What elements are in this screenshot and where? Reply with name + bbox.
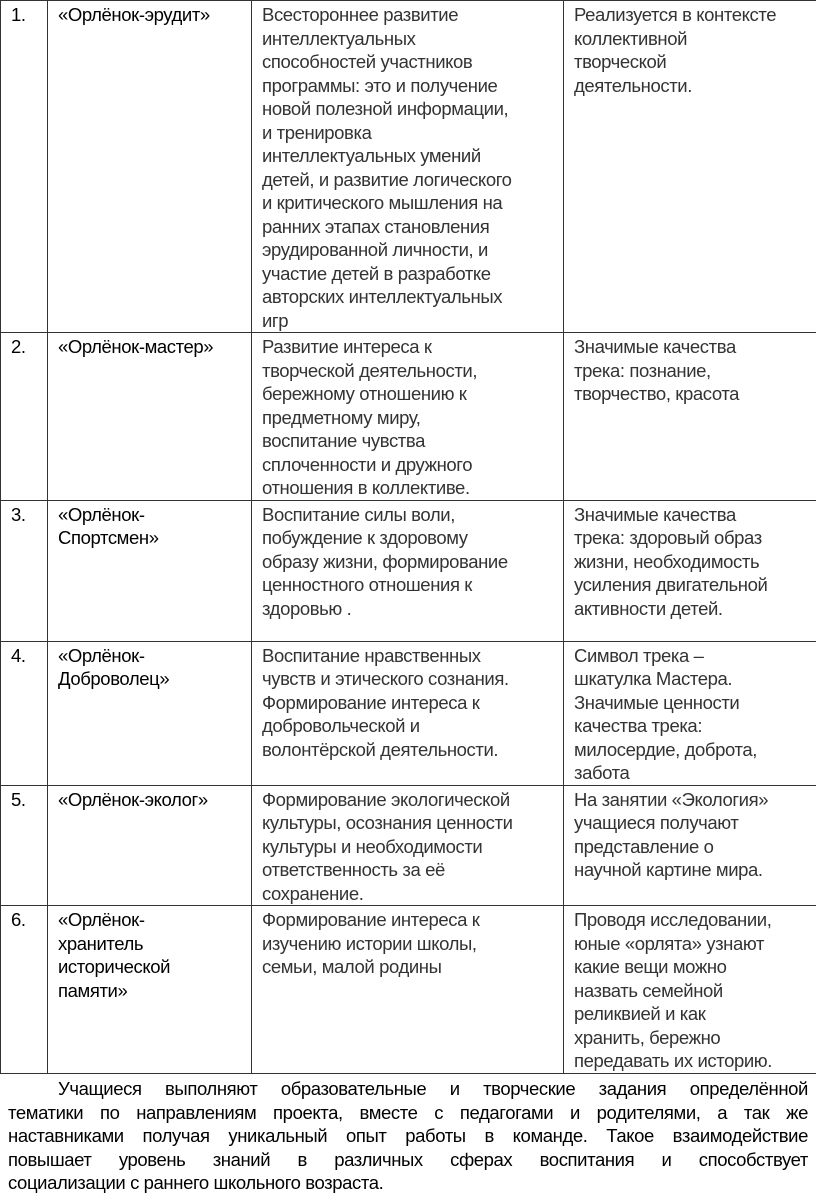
track-goal-line: чувств и этического сознания.	[262, 668, 509, 689]
track-goal-line: способностей участников	[262, 51, 473, 72]
track-note	[564, 500, 816, 641]
paragraph-line: повышает уровень знаний в различных сферах воспитания и способствует	[8, 1148, 808, 1170]
track-name	[48, 641, 252, 785]
track-name-line: исторической	[58, 956, 171, 977]
summary-paragraph	[8, 1077, 808, 1195]
track-note-line: юные «орлята» узнают	[574, 932, 765, 954]
track-goal-line: добровольческой и	[262, 715, 420, 736]
track-goal-line: ответственность за её	[262, 859, 445, 880]
table-row	[1, 1, 816, 333]
track-note	[564, 1, 816, 333]
track-goal-line: Всестороннее развитие	[262, 4, 459, 25]
track-name	[48, 906, 252, 1074]
track-note-line: учащиеся получают	[574, 812, 739, 833]
paragraph-line: наставниками получая уникальный опыт работы в команде. Такое взаимодействие	[8, 1125, 808, 1146]
track-goal-line: эрудированной личности, и	[262, 239, 488, 260]
track-name	[48, 785, 252, 906]
track-goal-line: побуждение к здоровому	[262, 527, 468, 548]
track-goal	[252, 641, 564, 785]
track-name-line: Спортсмен»	[58, 527, 159, 548]
track-goal-line: авторских интеллектуальных	[262, 286, 503, 307]
track-goal-line: изучению истории школы,	[262, 932, 477, 954]
track-goal-line: и критического мышления на	[262, 192, 503, 213]
track-note-line: творчество, красота	[574, 383, 740, 404]
table-row	[1, 906, 816, 1074]
table-row	[1, 333, 816, 501]
track-goal-line: детей, и развитие логического	[262, 168, 512, 190]
track-note-line: передавать их историю.	[574, 1050, 773, 1071]
track-name-line: «Орлёнок-мастер»	[58, 336, 214, 357]
track-name-line: Доброволец»	[58, 668, 170, 689]
track-name-line: «Орлёнок-	[58, 644, 145, 666]
track-goal-line: предметному миру,	[262, 406, 421, 428]
track-name-line: хранитель	[58, 932, 144, 954]
track-goal-line: интеллектуальных	[262, 27, 416, 49]
paragraph-line: Учащиеся выполняют образовательные и творческие задания определённой	[58, 1078, 808, 1099]
track-note-line: шкатулка Мастера.	[574, 668, 733, 689]
track-goal-line: сплоченности и дружного	[262, 453, 473, 475]
track-goal-line: Развитие интереса к	[262, 336, 432, 357]
track-goal-line: культуры, осознания ценности	[262, 812, 513, 833]
track-goal-line: участие детей в разработке	[262, 262, 491, 284]
track-note-line: реликвией и как	[574, 1003, 706, 1024]
track-note	[564, 906, 816, 1074]
track-note-line: деятельности.	[574, 74, 692, 96]
track-goal-line: Формирование интереса к	[262, 691, 480, 713]
row-number: 2.	[1, 333, 48, 501]
track-note-line: трека: здоровый образ	[574, 527, 762, 548]
row-number: 5.	[1, 785, 48, 906]
track-goal	[252, 333, 564, 501]
track-goal	[252, 1, 564, 333]
track-name	[48, 1, 252, 333]
track-note-line: представление о	[574, 835, 714, 857]
track-note-line: научной картине мира.	[574, 859, 763, 880]
track-name-line: «Орлёнок-	[58, 503, 145, 525]
track-goal-line: образу жизни, формирование	[262, 550, 508, 572]
track-name	[48, 500, 252, 641]
track-note-line: какие вещи можно	[574, 956, 727, 977]
table-row	[1, 641, 816, 785]
track-note-line: коллективной	[574, 27, 688, 49]
track-note-line: трека: познание,	[574, 359, 711, 381]
track-note	[564, 333, 816, 501]
row-number: 6.	[1, 906, 48, 1074]
track-goal-line: и тренировка	[262, 121, 372, 143]
track-note-line: Символ трека –	[574, 644, 704, 666]
track-note-line: жизни, необходимость	[574, 550, 760, 572]
track-note-line: милосердие, доброта,	[574, 738, 757, 760]
track-name-line: «Орлёнок-	[58, 909, 145, 930]
track-goal-line: воспитание чувства	[262, 430, 425, 451]
track-goal-line: программы: это и получение	[262, 74, 498, 96]
row-number: 3.	[1, 500, 48, 641]
paragraph-line: тематики по направлениям проекта, вместе с педагогами и родителями, а так же	[8, 1101, 808, 1123]
track-goal-line: Формирование экологической	[262, 788, 510, 810]
track-goal-line: Формирование интереса к	[262, 909, 480, 930]
track-note-line: Значимые ценности	[574, 691, 740, 713]
track-name	[48, 333, 252, 501]
track-goal-line: ценностного отношения к	[262, 574, 472, 595]
track-note-line: Проводя исследовании,	[574, 909, 772, 930]
track-note	[564, 785, 816, 906]
track-name-line: «Орлёнок-эрудит»	[58, 4, 210, 25]
track-goal-line: Воспитание силы воли,	[262, 503, 455, 525]
track-note-line: Значимые качества	[574, 336, 736, 357]
track-goal-line: культуры и необходимости	[262, 835, 483, 857]
track-goal	[252, 500, 564, 641]
track-goal-line: волонтёрской деятельности.	[262, 738, 499, 760]
track-goal-line: игр	[262, 309, 289, 331]
track-note-line: забота	[574, 762, 630, 783]
track-goal-line: Воспитание нравственных	[262, 644, 481, 666]
track-note-line: усиления двигательной	[574, 574, 768, 595]
track-note-line: активности детей.	[574, 597, 723, 619]
track-name-line: памяти»	[58, 979, 128, 1001]
track-note	[564, 641, 816, 785]
track-note-line: Реализуется в контексте	[574, 4, 777, 25]
track-goal-line: интеллектуальных умений	[262, 145, 481, 166]
track-note-line: Значимые качества	[574, 503, 736, 525]
track-goal-line: отношения в коллективе.	[262, 477, 470, 498]
track-note-line: творческой	[574, 51, 667, 72]
track-goal-line: творческой деятельности,	[262, 359, 478, 381]
track-goal	[252, 785, 564, 906]
track-goal-line: ранних этапах становления	[262, 215, 490, 237]
track-note-line: качества трека:	[574, 715, 703, 736]
track-note-line: хранить, бережно	[574, 1026, 721, 1048]
row-number: 4.	[1, 641, 48, 785]
track-name-line: «Орлёнок-эколог»	[58, 788, 208, 810]
track-goal-line: сохранение.	[262, 882, 364, 904]
table-row	[1, 500, 816, 641]
track-goal-line: новой полезной информации,	[262, 98, 509, 119]
row-number: 1.	[1, 1, 48, 333]
track-goal-line: здоровью .	[262, 597, 352, 619]
paragraph-line: социализации с раннего школьного возраста.	[8, 1172, 384, 1193]
track-goal	[252, 906, 564, 1074]
track-goal-line: бережному отношению к	[262, 383, 467, 404]
track-goal-line: семьи, малой родины	[262, 956, 442, 977]
track-note-line: назвать семейной	[574, 979, 723, 1001]
track-note-line: На занятии «Экология»	[574, 788, 769, 810]
table-row	[1, 785, 816, 906]
